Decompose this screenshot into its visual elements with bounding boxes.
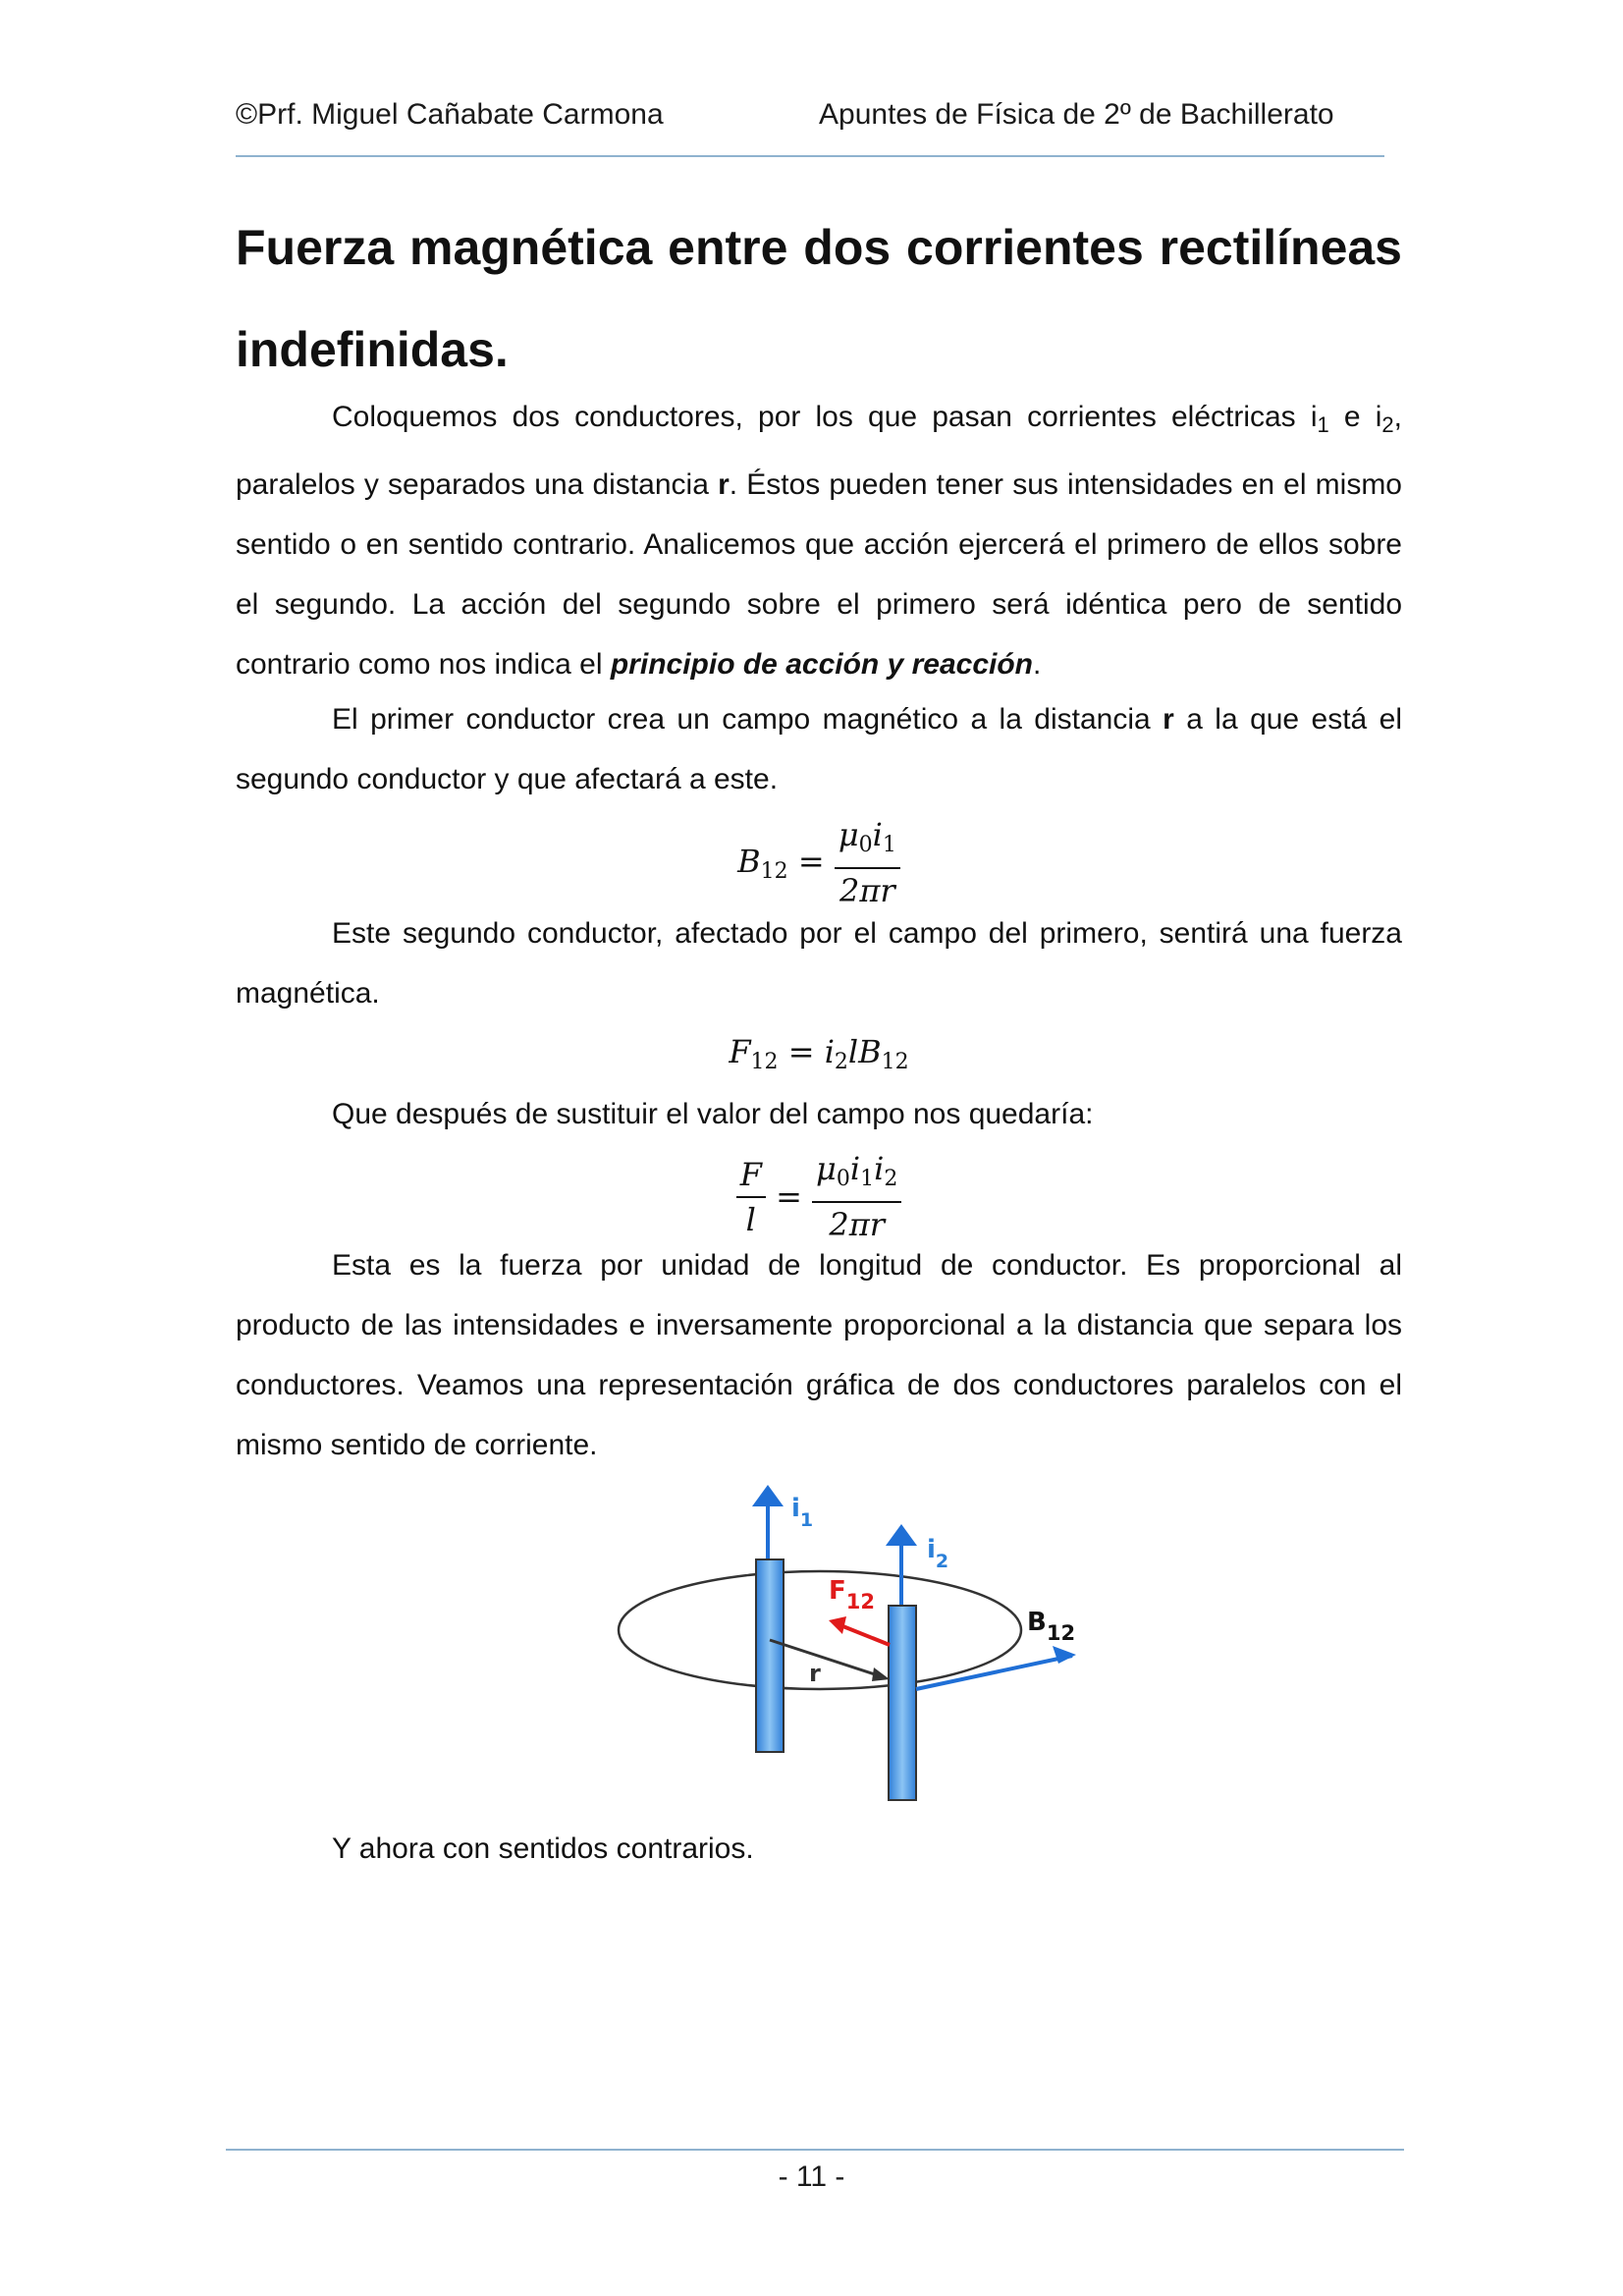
p2-text-b: a la que está el segundo conductor y que afectará a este. — [236, 703, 1402, 795]
conductor-1 — [756, 1559, 784, 1752]
eq2-f-sub: 12 — [750, 1050, 779, 1074]
eq1-mu: μ — [838, 816, 859, 853]
eq2-lb: lB — [847, 1033, 882, 1070]
i1-arrow-head — [752, 1485, 784, 1506]
f12-arrow-head — [829, 1616, 846, 1634]
eq3-rhs-fraction — [812, 1149, 901, 1244]
r-vector — [770, 1640, 884, 1677]
eq3-i1: i — [849, 1150, 861, 1187]
eq3-i2-sub: 2 — [884, 1167, 898, 1191]
p4-text: Que después de sustituir el valor del campo nos quedaría: — [332, 1098, 1094, 1130]
eq1-i-sub: 1 — [882, 833, 896, 857]
footer-rule — [226, 2149, 1404, 2151]
i1-label: $i_1$ — [791, 1494, 814, 1531]
eq1-lhs-sub: 12 — [760, 858, 788, 884]
p1-emphasis: principio de acción y reacción — [610, 648, 1033, 681]
eq3-equals: = — [776, 1177, 813, 1216]
conductors-diagram — [550, 1473, 1100, 1807]
paragraph-2 — [236, 689, 1402, 809]
f12-label: $F_{12}$ — [829, 1576, 875, 1613]
p1-bold-r: r — [718, 468, 730, 501]
equation-force-per-length — [236, 1149, 1402, 1244]
eq1-lhs: B — [737, 842, 761, 880]
conductors-figure — [550, 1473, 1100, 1812]
eq2-lb-sub: 12 — [881, 1050, 909, 1074]
p1-text-b: e i — [1328, 401, 1382, 433]
paragraph-6 — [236, 1819, 1402, 1879]
eq3-denominator: 2πr — [829, 1206, 886, 1243]
header-course: Apuntes de Física de 2º de Bachillerato — [819, 98, 1334, 131]
eq3-i1-sub: 1 — [860, 1167, 875, 1191]
paragraph-1 — [236, 387, 1402, 694]
p5-text: Esta es la fuerza por unidad de longitud de conductor. Es proporcional al producto de las intensidades e inversamente proporcional a la distancia que separa los conductores. Veamos una representación gráfica de dos conductores paralelos con el mismo sentido de corriente. — [236, 1249, 1402, 1461]
eq3-lhs-num: F — [736, 1155, 766, 1198]
eq1-denominator: 2πr — [839, 872, 895, 909]
eq3-lhs-den: l — [745, 1200, 756, 1238]
paragraph-5 — [236, 1235, 1402, 1475]
r-label: r — [809, 1660, 821, 1687]
eq2-f: F — [729, 1033, 751, 1070]
equation-f12 — [236, 1033, 1402, 1074]
eq2-i: i — [824, 1033, 835, 1070]
f12-arrow-shaft — [840, 1625, 890, 1645]
eq1-mu-sub: 0 — [858, 833, 873, 857]
header-author: ©Prf. Miguel Cañabate Carmona — [236, 98, 664, 131]
p2-bold-r: r — [1163, 703, 1174, 736]
conductor-2 — [889, 1606, 916, 1800]
p1-sub2: 2 — [1381, 412, 1394, 437]
p1-text-d: . Éstos pueden tener sus intensidades en el mismo sentido o en sentido contrario. Analicemos que acción ejercerá el primero de ellos sobre el segundo. La acción del segundo sobre el primero será idéntica pero de sentido contrario como nos indica el — [236, 468, 1402, 681]
eq3-lhs-fraction — [736, 1155, 766, 1239]
eq2-equals: = — [778, 1033, 825, 1070]
header-rule — [236, 155, 1384, 157]
eq3-i2: i — [874, 1150, 885, 1187]
paragraph-4 — [236, 1084, 1402, 1144]
eq3-mu: μ — [816, 1150, 837, 1187]
p1-text-a: Coloquemos dos conductores, por los que pasan corrientes eléctricas i — [332, 401, 1318, 433]
p1-text-e: . — [1033, 648, 1042, 681]
p3-text: Este segundo conductor, afectado por el campo del primero, sentirá una fuerza magnética. — [236, 917, 1402, 1010]
p1-text-c: , paralelos y separados una distancia — [236, 401, 1402, 501]
equation-b12 — [236, 815, 1402, 910]
eq2-i-sub: 2 — [834, 1050, 848, 1074]
section-title: Fuerza magnética entre dos corrientes rectilíneas indefinidas. — [236, 220, 1402, 377]
eq1-equals: = — [787, 842, 835, 880]
p1-sub1: 1 — [1317, 412, 1329, 437]
eq1-i: i — [872, 816, 883, 853]
i2-label: $i_2$ — [927, 1535, 949, 1572]
page-number: - 11 - — [778, 2160, 845, 2193]
eq1-fraction — [835, 815, 900, 910]
p6-text: Y ahora con sentidos contrarios. — [332, 1832, 754, 1865]
r-arrow-head — [872, 1667, 890, 1681]
i2-arrow-head — [886, 1524, 917, 1546]
paragraph-3 — [236, 903, 1402, 1023]
p2-text-a: El primer conductor crea un campo magnético a la distancia — [332, 703, 1163, 736]
b12-label: $B_{12}$ — [1027, 1608, 1076, 1645]
eq3-mu-sub: 0 — [836, 1167, 850, 1191]
